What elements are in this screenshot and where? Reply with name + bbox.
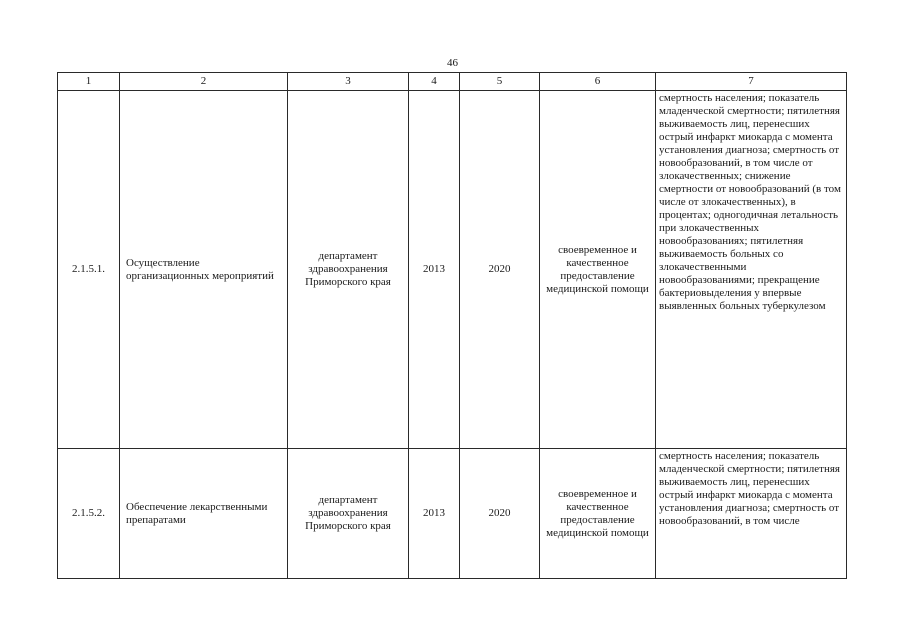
indicators: смертность населения; показатель младенческой смертности; пятилетняя выживаемость лиц, перенесших острый инфаркт миокарда с момента установления диагноза; смертность от новообразований, в том числе (656, 449, 847, 579)
header-cell-4: 4 (409, 73, 460, 91)
row-number: 2.1.5.1. (58, 91, 120, 449)
program-table (57, 72, 847, 579)
indicators: смертность населения; показатель младенческой смертности; пятилетняя выживаемость лиц, перенесших острый инфаркт миокарда с момента установления диагноза; смертность от новообразований, в том числе от злокачественных; снижение смертности от новообразований (в том числе от злокачественных), в процентах; одногодичная летальность при злокачественных новообразованиях; пятилетняя выживаемость больных со злокачественными новообразованиями; прекращение бактериовыделения у впервые выявленных больных туберкулезом (656, 91, 847, 449)
header-cell-7: 7 (656, 73, 847, 91)
row-number: 2.1.5.2. (58, 449, 120, 579)
end-year: 2020 (460, 91, 540, 449)
expected-result: своевременное и качественное предоставление медицинской помощи (540, 91, 656, 449)
header-cell-5: 5 (460, 73, 540, 91)
measure-name: Обеспечение лекарственными препаратами (120, 449, 288, 579)
table-row (58, 449, 847, 579)
table-row (58, 91, 847, 449)
executor: департамент здравоохранения Приморского края (288, 91, 409, 449)
end-year: 2020 (460, 449, 540, 579)
header-row (58, 73, 847, 91)
executor: департамент здравоохранения Приморского края (288, 449, 409, 579)
page-number: 46 (447, 57, 458, 69)
start-year: 2013 (409, 91, 460, 449)
measure-name: Осуществление организационных мероприятий (120, 91, 288, 449)
header-cell-1: 1 (58, 73, 120, 91)
header-cell-3: 3 (288, 73, 409, 91)
header-cell-6: 6 (540, 73, 656, 91)
header-cell-2: 2 (120, 73, 288, 91)
start-year: 2013 (409, 449, 460, 579)
expected-result: своевременное и качественное предоставление медицинской помощи (540, 449, 656, 579)
